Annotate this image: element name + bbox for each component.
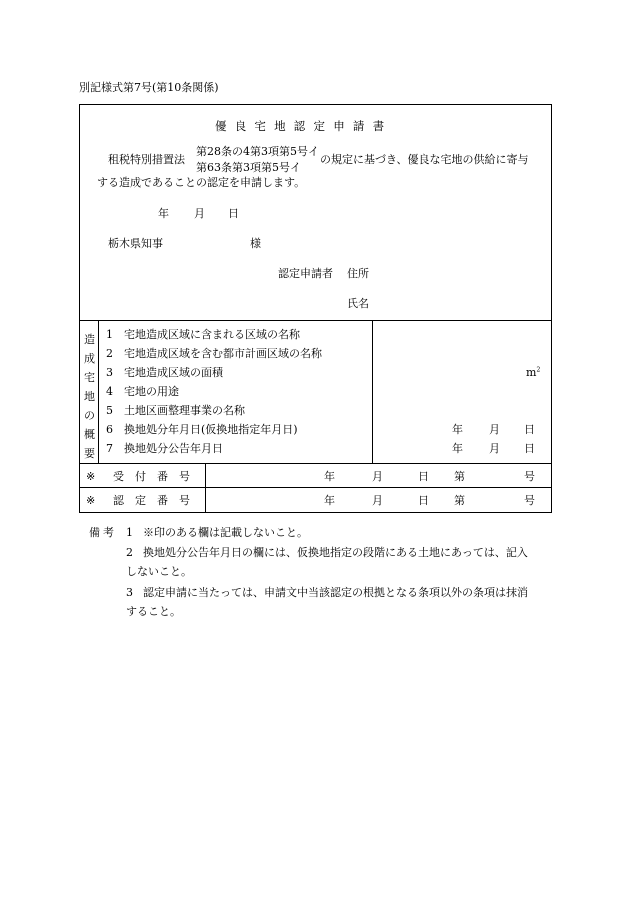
note-number: 1 [126,526,133,539]
overview-side-char: 要 [84,447,95,460]
item7-month-label: 月 [489,442,500,455]
applicant-name-label: 氏名 [347,297,369,310]
receipt-month-label: 月 [372,470,383,483]
overview-side-char: 概 [84,428,95,441]
approval-day-label: 日 [418,494,429,507]
area-unit: $m^2$ [526,366,541,379]
overview-item-label: 換地処分公告年月日 [124,442,223,455]
overview-item-number: 6 [106,423,113,436]
approval-number-label: 認定番号 [113,494,201,507]
note-text: ※印のある欄は記載しないこと。 [143,526,308,539]
overview-item-label: 宅地造成区域の面積 [124,366,223,379]
item6-day-label: 日 [524,423,535,436]
date-month-label: 月 [194,207,205,220]
overview-item-number: 1 [106,328,113,341]
article-option-1: 第28条の4第3項第5号イ [196,145,319,158]
overview-item-number: 7 [106,442,113,455]
approval-no-suffix: 号 [524,494,535,507]
overview-side-char: 宅 [84,371,95,384]
overview-item-label: 土地区画整理事業の名称 [124,404,245,417]
intro-text-line2: する造成であることの認定を申請します。 [97,176,306,189]
overview-side-char: 地 [84,390,95,403]
divider-office-top [80,463,551,464]
date-year-label: 年 [158,207,169,220]
office-use-mark: ※ [86,470,96,483]
receipt-number-label: 受付番号 [113,470,201,483]
divider-office-label [205,463,206,512]
overview-item-number: 2 [106,347,113,360]
divider-overview-value [372,320,373,463]
overview-item-label: 宅地造成区域を含む都市計画区域の名称 [124,347,322,360]
approval-year-label: 年 [324,494,335,507]
form-title: 優良宅地認定申請書 [215,119,393,133]
note-number: 2 [126,546,133,559]
note-text-continuation: しないこと。 [126,565,192,578]
approval-no-prefix: 第 [454,494,465,507]
addressee-honorific: 様 [250,237,261,250]
date-day-label: 日 [228,207,239,220]
intro-text: の規定に基づき、優良な宅地の供給に寄与 [320,153,529,166]
overview-item-number: 3 [106,366,113,379]
note-text: 換地処分公告年月日の欄には、仮換地指定の段階にある土地にあっては、記入 [143,546,528,559]
overview-item-label: 宅地の用途 [124,385,179,398]
divider-overview-side [98,320,99,463]
receipt-day-label: 日 [418,470,429,483]
receipt-year-label: 年 [324,470,335,483]
overview-item-label: 宅地造成区域に含まれる区域の名称 [124,328,300,341]
office-use-mark: ※ [86,494,96,507]
overview-side-char: 成 [84,352,95,365]
receipt-no-prefix: 第 [454,470,465,483]
notes-heading: 備考 [89,526,117,539]
item7-day-label: 日 [524,442,535,455]
receipt-no-suffix: 号 [524,470,535,483]
note-number: 3 [126,586,133,599]
note-text: 認定申請に当たっては、申請文中当該認定の根拠となる条項以外の条項は抹消 [143,586,528,599]
overview-item-label: 換地処分年月日(仮換地指定年月日) [124,423,298,436]
addressee-name: 栃木県知事 [108,237,163,250]
item6-year-label: 年 [452,423,463,436]
law-name: 租税特別措置法 [108,153,185,166]
overview-side-char: の [84,409,95,422]
overview-item-number: 5 [106,404,113,417]
item7-year-label: 年 [452,442,463,455]
note-text-continuation: すること。 [126,605,181,618]
overview-item-number: 4 [106,385,113,398]
applicant-label: 認定申請者 [278,267,333,280]
approval-month-label: 月 [372,494,383,507]
applicant-address-label: 住所 [347,267,369,280]
item6-month-label: 月 [489,423,500,436]
overview-side-char: 造 [84,333,95,346]
divider-office-middle [80,487,551,488]
divider-overview-top [80,320,551,321]
article-option-2: 第63条第3項第5号イ [196,161,301,174]
form-label: 別記様式第7号(第10条関係) [79,81,219,94]
